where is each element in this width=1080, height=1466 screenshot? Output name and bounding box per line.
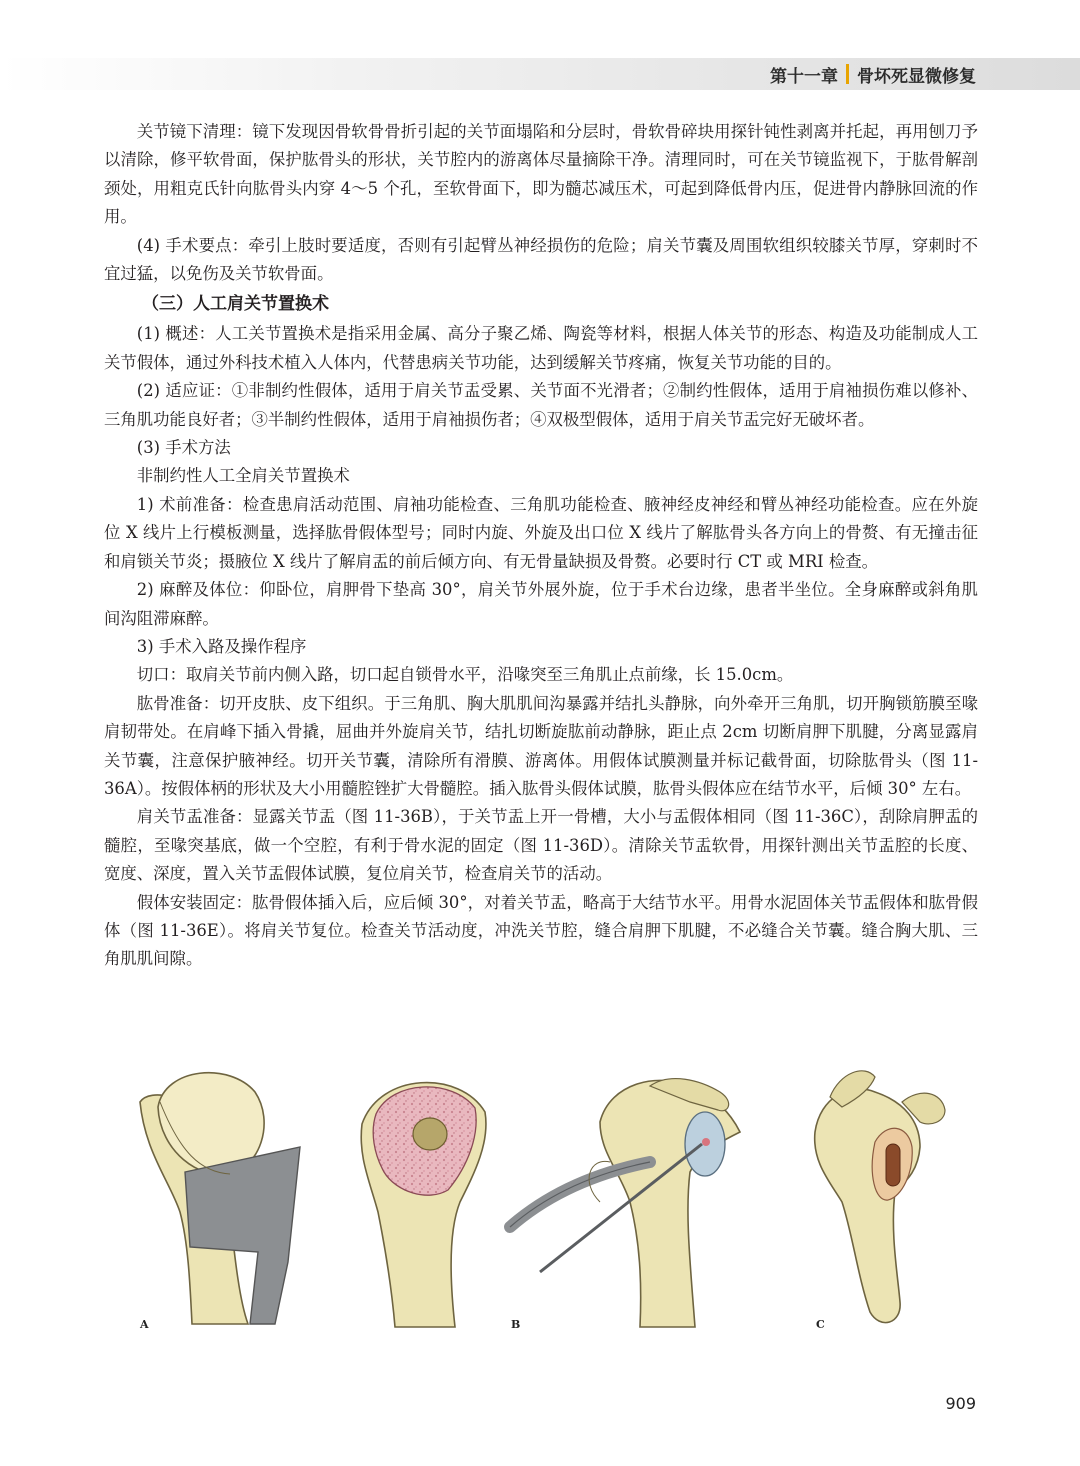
humerus-resection-drawing bbox=[140, 1073, 300, 1324]
scapula-slot-drawing bbox=[815, 1071, 945, 1323]
paragraph-arthroscopic-debridement: 关节镜下清理：镜下发现因骨软骨骨折引起的关节面塌陷和分层时，骨软骨碎块用探针钝性剥离并托起，再用刨刀予以清除，修平软骨面，保护肱骨头的形状，关节腔内的游离体尽量摘除干净。清理同时，可在关节镜监视下，于肱骨解剖颈处，用粗克氏针向肱骨头内穿 4～5 个孔，至软骨面下，即为髓芯减压术，可起到降低骨内压，促进骨内静脉回流的作用。 bbox=[104, 122, 978, 227]
paragraph-approach: 3) 手术入路及操作程序 bbox=[136, 636, 307, 656]
body-text bbox=[104, 118, 978, 974]
paragraph-procedure-name: 非制约性人工全肩关节置换术 bbox=[136, 466, 350, 486]
running-header bbox=[770, 62, 976, 86]
paragraph-indications: (2) 适应证：①非制约性假体，适用于肩关节盂受累、关节面不光滑者；②制约性假体，适用于肩袖损伤难以修补、三角肌功能良好者；③半制约性假体，适用于肩袖损伤者；④双极型假体，适用于肩关节盂完好无破坏者。 bbox=[104, 381, 978, 429]
chapter-number: 第十一章 bbox=[770, 66, 838, 87]
paragraph-incision: 切口：取肩关节前内侧入路，切口起自锁骨水平，沿喙突至三角肌止点前缘，长 15.0cm。 bbox=[136, 665, 794, 685]
figure-label-c: C bbox=[816, 1318, 825, 1331]
humerus-cross-section-drawing bbox=[361, 1083, 486, 1327]
paragraph-surgical-points: (4) 手术要点：牵引上肢时要适度，否则有引起臂丛神经损伤的危险；肩关节囊及周围软组织较膝关节厚，穿刺时不宜过猛，以免伤及关节软骨面。 bbox=[104, 235, 978, 284]
glenoid-exposure-drawing bbox=[510, 1079, 740, 1327]
paragraph-overview: (1) 概述：人工关节置换术是指采用金属、高分子聚乙烯、陶瓷等材料，根据人体关节的形态、构造及功能制成人工关节假体，通过外科技术植入人体内，代替患病关节功能，达到缓解关节疼痛，恢复关节功能的目的。 bbox=[104, 324, 978, 372]
figure-label-a: A bbox=[140, 1318, 149, 1331]
paragraph-humerus-prep: 肱骨准备：切开皮肤、皮下组织。于三角肌、胸大肌肌间沟暴露并结扎头静脉，向外牵开三角肌，切开胸锁筋膜至喙肩韧带处。在肩峰下插入骨撬，屈曲并外旋肩关节，结扎切断旋肱前动静脉，距止点 2cm 切断肩胛下肌腱，分离显露肩关节囊，注意保护腋神经。切开关节囊，清除所有滑膜、游离体。用假体试膜测量并标记截骨面，切除肱骨头（图 11-36A）。按假体柄的形状及大小用髓腔锉扩大骨髓腔。插入肱骨头假体试膜，肱骨头假体应在结节水平，后倾 30° 左右。 bbox=[104, 693, 978, 798]
paragraph-anesthesia: 2) 麻醉及体位：仰卧位，肩胛骨下垫高 30°，肩关节外展外旋，位于手术台边缘，患者半坐位。全身麻醉或斜角肌间沟阻滞麻醉。 bbox=[104, 580, 978, 628]
surgical-illustration bbox=[130, 1062, 960, 1332]
section-heading: （三）人工肩关节置换术 bbox=[142, 294, 329, 315]
paragraph-preoperative: 1) 术前准备：检查患肩活动范围、肩袖功能检查、三角肌功能检查、腋神经皮神经和臂丛神经功能检查。应在外旋位 X 线片上行模板测量，选择肱骨假体型号；同时内旋、外旋及出口位 X 线片了解肱骨头各方向上的骨赘、有无撞击征和肩锁关节炎；摄腋位 X 线片了解肩盂的前后倾方向、有无骨量缺损及骨赘。必要时行 CT 或 MRI 检查。 bbox=[104, 494, 978, 571]
chapter-title: 骨坏死显微修复 bbox=[857, 66, 976, 87]
page-number: 909 bbox=[945, 1394, 976, 1413]
figure-label-b: B bbox=[511, 1318, 521, 1331]
header-separator bbox=[846, 64, 849, 84]
paragraph-glenoid-prep: 肩关节盂准备：显露关节盂（图 11-36B），于关节盂上开一骨槽，大小与盂假体相同（图 11-36C），刮除肩胛盂的髓腔，至喙突基底，做一个空腔，有利于骨水泥的固定（图 11-36D）。清除关节盂软骨，用探针测出关节盂腔的长度、宽度、深度，置入关节盂假体试膜，复位肩关节，检查肩关节的活动。 bbox=[104, 807, 978, 884]
paragraph-prosthesis-fixation: 假体安装固定：肱骨假体插入后，应后倾 30°，对着关节盂，略高于大结节水平。用骨水泥固体关节盂假体和肱骨假体（图 11-36E）。将肩关节复位。检查关节活动度，冲洗关节腔，缝合肩胛下肌腱，不必缝合关节囊。缝合胸大肌、三角肌肌间隙。 bbox=[104, 892, 978, 969]
paragraph-surgical-method: (3) 手术方法 bbox=[136, 438, 231, 458]
